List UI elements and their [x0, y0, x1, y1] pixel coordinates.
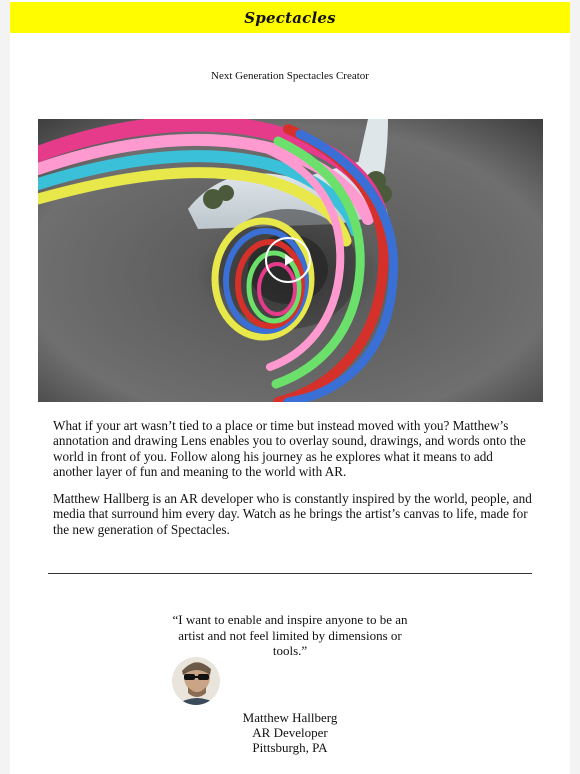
- play-icon: [285, 254, 294, 266]
- quote-attribution: [190, 710, 390, 755]
- attribution-location: Pittsburgh, PA: [252, 740, 328, 755]
- hero-video[interactable]: [38, 119, 543, 402]
- attribution-name: Matthew Hallberg: [242, 710, 338, 725]
- email-container: [10, 0, 570, 774]
- pull-quote: “I want to enable and inspire anyone to be an artist and not feel limited by dimensions or tools.”: [172, 612, 408, 658]
- avatar: [172, 657, 220, 705]
- avatar-photo: [172, 657, 220, 705]
- kicker-heading: Next Generation Spectacles Creator: [211, 70, 369, 82]
- body-paragraph-2: Matthew Hallberg is an AR developer who is constantly inspired by the world, people, and media that surround him every day. Watch as he brings the artist’s canvas to life, made for the new generation of Spectacles.: [53, 491, 532, 537]
- body-paragraph-1: What if your art wasn’t tied to a place or time but instead moved with you? Matthew’s annotation and drawing Lens enables you to overlay sound, drawings, and words onto the world in front of you. Follow along his journey as he explores what it means to add another layer of fun and meaning to the world with AR.: [53, 418, 526, 479]
- section-divider: [48, 573, 532, 574]
- header-bar: [10, 2, 570, 33]
- attribution-title: AR Developer: [252, 725, 328, 740]
- spectacles-logo[interactable]: Spectacles: [244, 8, 336, 27]
- play-button[interactable]: [265, 237, 311, 283]
